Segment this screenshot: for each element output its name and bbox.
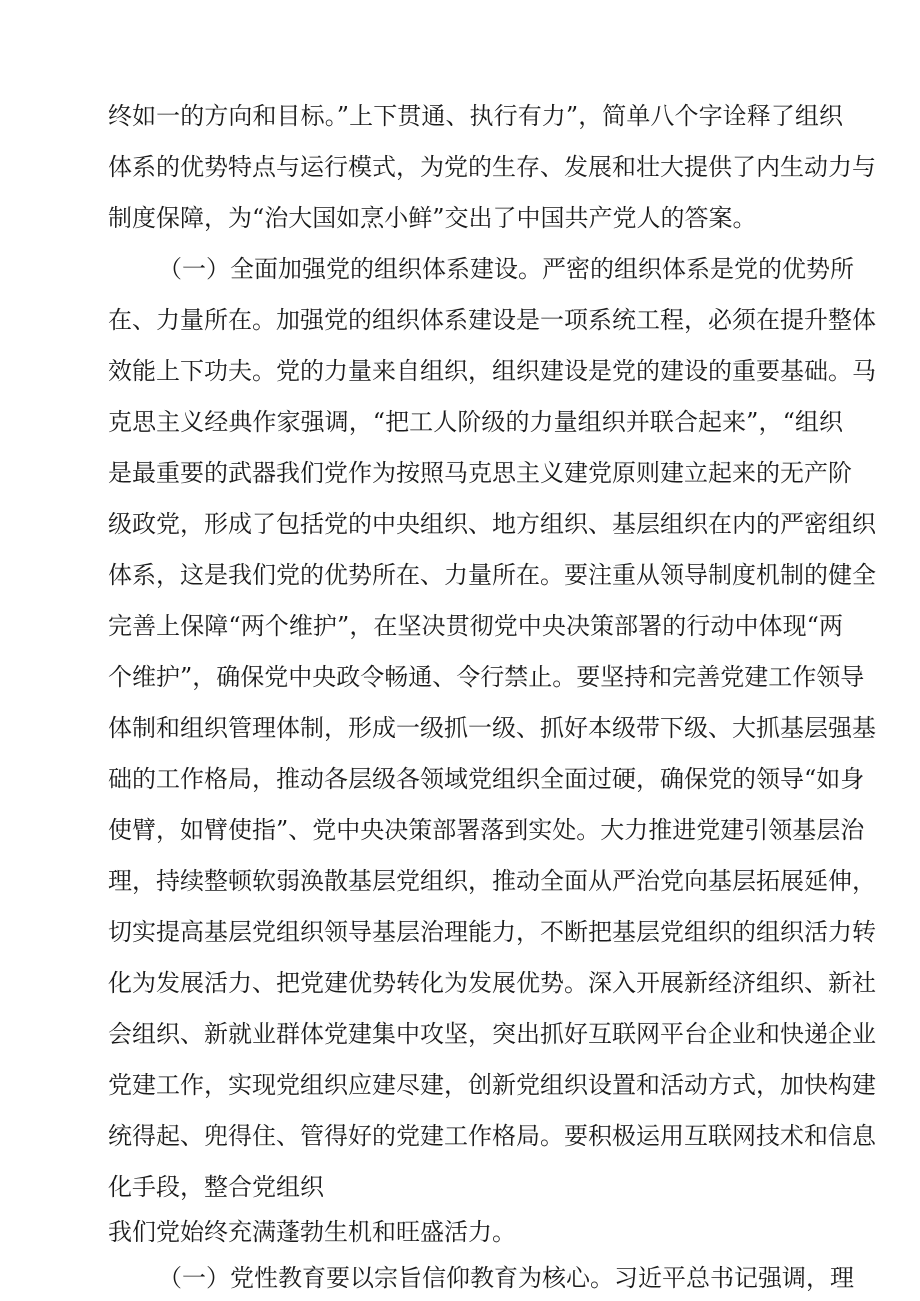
text-line: 克思主义经典作家强调，“把工人阶级的力量组织并联合起来”，“组织 — [108, 408, 843, 436]
text-line: 在、力量所在。加强党的组织体系建设是一项系统工程，必须在提升整体 — [108, 306, 876, 334]
text-line: 使臂，如臂使指”、党中央决策部署落到实处。大力推进党建引领基层治 — [108, 816, 865, 844]
text-line: 是最重要的武器我们党作为按照马克思主义建党原则建立起来的无产阶 — [108, 459, 852, 487]
text-line: 化为发展活力、把党建优势转化为发展优势。深入开展新经济组织、新社 — [108, 969, 876, 997]
text-line: 效能上下功夫。党的力量来自组织，组织建设是党的建设的重要基础。马 — [108, 357, 876, 385]
text-line: 制度保障，为“治大国如烹小鲜”交出了中国共产党人的答案。 — [108, 204, 757, 232]
text-line: 理，持续整顿软弱涣散基层党组织，推动全面从严治党向基层拓展延伸， — [108, 867, 876, 895]
text-line: 级政党，形成了包括党的中央组织、地方组织、基层组织在内的严密组织 — [108, 510, 876, 538]
text-line: 体系，这是我们党的优势所在、力量所在。要注重从领导制度机制的健全 — [108, 561, 876, 589]
text-line: 终如一的方向和目标。”上下贯通、执行有力”，简单八个字诠释了组织 — [108, 102, 843, 130]
text-line: 统得起、兜得住、管得好的党建工作格局。要积极运用互联网技术和信息 — [108, 1122, 876, 1150]
text-line: 础的工作格局，推动各层级各领域党组织全面过硬，确保党的领导“如身 — [108, 765, 865, 793]
text-line: 党建工作，实现党组织应建尽建，创新党组织设置和活动方式，加快构建 — [108, 1071, 876, 1099]
text-line: 切实提高基层党组织领导基层治理能力，不断把基层党组织的组织活力转 — [108, 918, 876, 946]
text-line: 体制和组织管理体制，形成一级抓一级、抓好本级带下级、大抓基层强基 — [108, 714, 876, 742]
text-line: 完善上保障“两个维护”，在坚决贯彻党中央决策部署的行动中体现“两 — [108, 612, 843, 640]
text-line: 会组织、新就业群体党建集中攻坚，突出抓好互联网平台企业和快递企业 — [108, 1020, 876, 1048]
section-heading-line: （一）全面加强党的组织体系建设。严密的组织体系是党的优势所 — [158, 255, 854, 283]
text-line: 我们党始终充满蓬勃生机和旺盛活力。 — [108, 1218, 516, 1246]
text-line: 体系的优势特点与运行模式，为党的生存、发展和壮大提供了内生动力与 — [108, 153, 876, 181]
section-heading-line: （一）党性教育要以宗旨信仰教育为核心。习近平总书记强调，理 — [158, 1264, 854, 1292]
text-line: 化手段，整合党组织 — [108, 1173, 324, 1201]
text-line: 个维护”，确保党中央政令畅通、令行禁止。要坚持和完善党建工作领导 — [108, 663, 865, 691]
